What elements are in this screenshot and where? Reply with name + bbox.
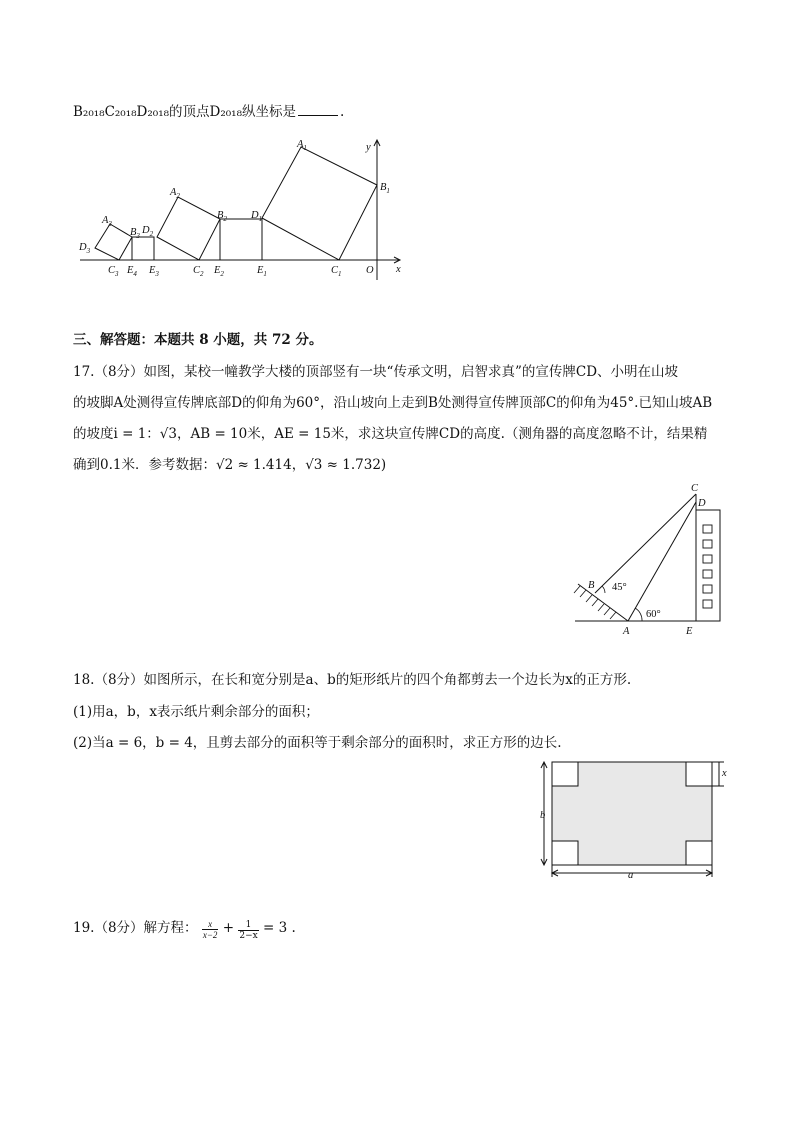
q19-prefix: 19.（8分）解方程： xyxy=(73,920,198,936)
label-x: x xyxy=(396,264,401,275)
label-A3: $A_3$ xyxy=(102,215,112,228)
label-D3: $D_3$ xyxy=(79,242,91,255)
fraction-2-denominator: 2−x xyxy=(239,931,258,941)
building xyxy=(696,510,720,621)
label-E3: $E_3$ xyxy=(149,265,159,278)
square-2 xyxy=(157,197,220,260)
label-B2: $B_2$ xyxy=(217,210,227,223)
label-A: A xyxy=(623,626,630,637)
sight-line-bc xyxy=(595,494,696,593)
fraction-2-numerator: 1 xyxy=(238,920,258,931)
label-b: b xyxy=(540,810,546,821)
squares-figure xyxy=(75,135,415,280)
label-x-dim: x xyxy=(722,768,727,779)
plus-sign: + xyxy=(222,920,235,936)
q19-suffix: = 3 . xyxy=(262,920,296,936)
label-C: C xyxy=(691,483,699,494)
square-3 xyxy=(95,224,132,260)
label-A1: $A_1$ xyxy=(297,139,307,152)
label-E2: $E_2$ xyxy=(214,265,224,278)
q16-text: B₂₀₁₈C₂₀₁₈D₂₀₁₈的顶点D₂₀₁₈纵坐标是 xyxy=(73,104,296,120)
fraction-1-denominator: x−2 xyxy=(202,930,218,940)
q16-period: . xyxy=(340,104,345,120)
q18-line-1: 18.（8分）如图所示，在长和宽分别是a、b的矩形纸片的四个角都剪去一个边长为x的正方形. xyxy=(73,672,632,688)
label-D: D xyxy=(698,498,706,509)
fraction-1 xyxy=(202,919,219,940)
label-E1: $E_1$ xyxy=(257,265,267,278)
label-D2: $D_2$ xyxy=(142,225,154,238)
q17-line-2: 的坡脚A处测得宣传牌底部D的仰角为60°，沿山坡向上走到B处测得宣传牌顶部C的仰角为45°.已知山坡AB xyxy=(73,395,713,411)
square-1 xyxy=(262,147,377,260)
angle-45-arc xyxy=(602,586,605,593)
label-a: a xyxy=(628,870,634,881)
label-B1: $B_1$ xyxy=(380,182,390,195)
fraction-1-numerator: x xyxy=(202,919,219,930)
label-D1: $D_1$ xyxy=(251,210,263,223)
label-O: O xyxy=(366,265,374,276)
slope-hatching xyxy=(574,586,616,619)
building-windows xyxy=(703,525,712,608)
label-E: E xyxy=(686,626,693,637)
label-C2: $C_2$ xyxy=(193,265,204,278)
sight-line-ad xyxy=(628,502,696,621)
label-angle-60: 60° xyxy=(646,609,661,620)
q17-line-3: 的坡度i = 1：√3，AB = 10米，AE = 15米，求这块宣传牌CD的高度.（测角器的高度忽略不计，结果精 xyxy=(73,426,708,442)
rectangle-figure xyxy=(536,758,736,880)
label-C3: $C_3$ xyxy=(108,265,119,278)
fraction-2 xyxy=(238,920,258,941)
q17-line-4: 确到0.1米．参考数据：√2 ≈ 1.414，√3 ≈ 1.732) xyxy=(73,457,387,473)
section-heading: 三、解答题：本题共 8 小题，共 72 分。 xyxy=(73,332,323,348)
label-angle-45: 45° xyxy=(612,582,627,593)
angle-60-arc xyxy=(635,608,642,621)
slope-figure xyxy=(570,480,730,640)
q19-line xyxy=(73,918,296,941)
label-B3: $B_3$ xyxy=(130,227,140,240)
label-C1: $C_1$ xyxy=(331,265,342,278)
square-b3-d2 xyxy=(132,237,154,260)
q18-line-2: (1)用a，b，x表示纸片剩余部分的面积； xyxy=(73,704,319,720)
q18-line-3: (2)当a = 6，b = 4，且剪去部分的面积等于剩余部分的面积时，求正方形的边长. xyxy=(73,735,562,751)
label-B: B xyxy=(588,580,595,591)
label-A2: $A_2$ xyxy=(170,187,180,200)
q17-line-1: 17.（8分）如图，某校一幢教学大楼的顶部竖有一块“传承文明，启智求真”的宣传牌CD、小明在山坡 xyxy=(73,364,679,380)
square-b2-d1 xyxy=(220,219,262,260)
q16-line xyxy=(73,102,344,122)
answer-blank xyxy=(298,103,338,116)
label-y: y xyxy=(366,142,371,153)
label-E4: $E_4$ xyxy=(127,265,137,278)
